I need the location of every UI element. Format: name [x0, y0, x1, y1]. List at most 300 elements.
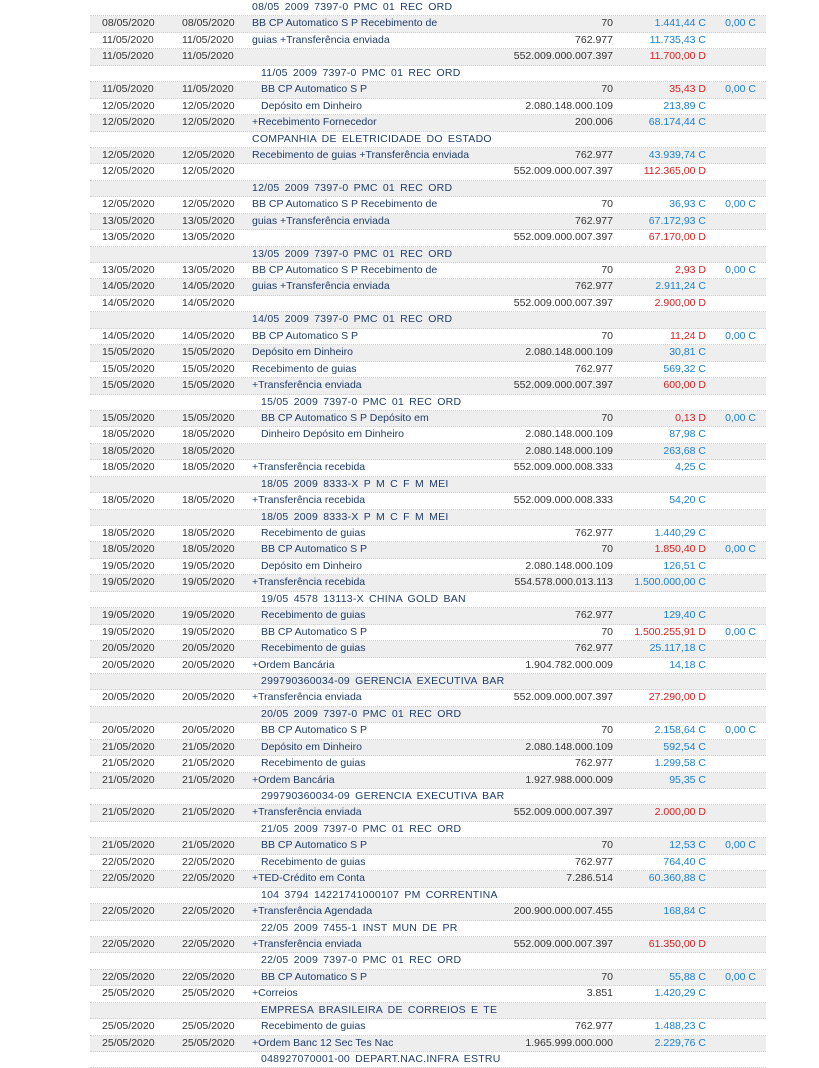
history-text: BB CP Automatico S P — [261, 543, 368, 556]
statement-row — [90, 1003, 766, 1019]
posting-date: 18/05/2020 — [102, 428, 155, 441]
document-number: 552.009.000.008.333 — [513, 461, 613, 474]
statement-row — [90, 115, 766, 131]
value-date: 11/05/2020 — [182, 83, 234, 96]
statement-row — [90, 658, 766, 674]
value-date: 25/05/2020 — [182, 1036, 235, 1049]
statement-row — [90, 526, 766, 542]
statement-row — [90, 921, 766, 937]
value-date: 11/05/2020 — [182, 33, 234, 46]
amount: 36,93 C — [669, 198, 706, 211]
value-date: 18/05/2020 — [182, 461, 235, 474]
statement-row — [90, 82, 766, 98]
balance: 0,00 C — [725, 839, 756, 852]
statement-row — [90, 66, 766, 82]
history-text: +Transferência Agendada — [252, 905, 373, 918]
document-number: 762.977 — [575, 527, 613, 539]
document-number: 552.009.000.008.333 — [513, 494, 613, 507]
posting-date: 11/05/2020 — [102, 50, 154, 63]
posting-date: 15/05/2020 — [102, 379, 155, 392]
amount: 11.700,00 D — [649, 50, 706, 63]
statement-row — [90, 592, 766, 608]
statement-row — [90, 937, 766, 953]
value-date: 22/05/2020 — [182, 905, 235, 918]
amount: 67.170,00 D — [648, 231, 706, 244]
history-text: 11/05 2009 7397-0 PMC 01 REC ORD — [261, 66, 461, 79]
document-number: 70 — [601, 625, 613, 638]
statement-row — [90, 230, 766, 246]
statement-row — [90, 690, 766, 706]
value-date: 18/05/2020 — [182, 543, 235, 556]
posting-date: 19/05/2020 — [102, 576, 155, 589]
history-text: COMPANHIA DE ELETRICIDADE DO ESTADO — [252, 132, 492, 145]
posting-date: 14/05/2020 — [102, 296, 155, 309]
amount: 35,43 D — [669, 83, 706, 96]
amount: 168,84 C — [663, 905, 706, 918]
history-text: +TED-Crédito em Conta — [252, 872, 365, 885]
posting-date: 21/05/2020 — [102, 740, 155, 753]
balance: 0,00 C — [725, 329, 756, 342]
balance: 0,00 C — [725, 17, 756, 30]
document-number: 762.977 — [575, 214, 613, 227]
document-number: 552.009.000.007.397 — [513, 50, 613, 63]
amount: 1.488,23 C — [654, 1020, 706, 1033]
statement-row — [90, 395, 766, 411]
history-text: 18/05 2009 8333-X P M C F M MEI — [261, 510, 449, 523]
amount: 1.299,58 C — [654, 757, 706, 770]
statement-row — [90, 888, 766, 904]
posting-date: 20/05/2020 — [102, 658, 155, 671]
document-number: 200.006 — [575, 116, 613, 129]
value-date: 12/05/2020 — [182, 198, 235, 211]
amount: 11.735,43 C — [649, 33, 706, 46]
posting-date: 12/05/2020 — [102, 148, 155, 161]
value-date: 19/05/2020 — [182, 609, 235, 622]
statement-row — [90, 148, 766, 164]
history-text: BB CP Automatico S P — [261, 839, 368, 852]
value-date: 20/05/2020 — [182, 691, 235, 704]
document-number: 552.009.000.007.397 — [513, 806, 613, 819]
amount: 1.850,40 D — [654, 543, 706, 556]
amount: 2.158,64 C — [654, 724, 706, 737]
posting-date: 11/05/2020 — [102, 83, 154, 96]
posting-date: 18/05/2020 — [102, 444, 155, 457]
amount: 1.500.000,00 C — [634, 576, 706, 589]
amount: 61.350,00 D — [648, 937, 706, 950]
posting-date: 25/05/2020 — [102, 1020, 155, 1033]
history-text: BB CP Automatico S P Recebimento de — [252, 264, 438, 276]
history-text: 20/05 2009 7397-0 PMC 01 REC ORD — [261, 707, 462, 720]
statement-row — [90, 279, 766, 295]
history-text: Depósito em Dinheiro — [261, 559, 362, 572]
amount: 213,89 C — [663, 99, 706, 112]
statement-row — [90, 197, 766, 213]
amount: 592,54 C — [663, 740, 706, 753]
statement-row — [90, 214, 766, 230]
history-text: +Ordem Bancária — [252, 773, 335, 786]
history-text: +Transferência enviada — [252, 691, 362, 704]
history-text: BB CP Automatico S P Recebimento de — [252, 17, 438, 30]
statement-row — [90, 477, 766, 493]
statement-row — [90, 0, 766, 16]
document-number: 70 — [601, 411, 613, 424]
value-date: 15/05/2020 — [182, 379, 235, 392]
value-date: 15/05/2020 — [182, 346, 235, 359]
statement-row — [90, 641, 766, 657]
statement-row — [90, 805, 766, 821]
posting-date: 12/05/2020 — [102, 165, 155, 178]
value-date: 21/05/2020 — [182, 757, 235, 770]
posting-date: 19/05/2020 — [102, 625, 155, 638]
statement-row — [90, 345, 766, 361]
value-date: 12/05/2020 — [182, 116, 235, 129]
document-number: 762.977 — [575, 757, 613, 770]
amount: 4,25 C — [675, 461, 706, 474]
history-text: +Transferência recebida — [252, 494, 366, 507]
document-number: 552.009.000.007.397 — [513, 165, 613, 178]
history-text: 22/05 2009 7397-0 PMC 01 REC ORD — [261, 954, 462, 967]
value-date: 14/05/2020 — [182, 329, 235, 342]
statement-row — [90, 707, 766, 723]
amount: 55,88 C — [669, 970, 706, 983]
statement-row — [90, 296, 766, 312]
history-text: +Transferência enviada — [252, 379, 362, 392]
amount: 263,68 C — [663, 444, 706, 457]
history-text: guias +Transferência enviada — [252, 33, 390, 46]
posting-date: 20/05/2020 — [102, 724, 155, 737]
balance: 0,00 C — [725, 724, 756, 737]
statement-row — [90, 773, 766, 789]
history-text: Recebimento de guias — [261, 609, 366, 622]
statement-row — [90, 970, 766, 986]
history-text: 08/05 2009 7397-0 PMC 01 REC ORD — [252, 1, 453, 13]
value-date: 21/05/2020 — [182, 773, 235, 786]
posting-date: 20/05/2020 — [102, 691, 155, 704]
statement-row — [90, 362, 766, 378]
value-date: 21/05/2020 — [182, 839, 235, 852]
posting-date: 18/05/2020 — [102, 543, 155, 556]
statement-row — [90, 181, 766, 197]
document-number: 70 — [601, 264, 613, 276]
document-number: 762.977 — [575, 855, 613, 868]
history-text: EMPRESA BRASILEIRA DE CORREIOS E TE — [261, 1003, 498, 1016]
document-number: 762.977 — [575, 1020, 613, 1033]
document-number: 2.080.148.000.109 — [525, 740, 613, 753]
history-text: 299790360034-09 GERENCIA EXECUTIVA BAR — [261, 790, 505, 802]
value-date: 12/05/2020 — [182, 148, 235, 161]
history-text: Depósito em Dinheiro — [261, 740, 362, 753]
posting-date: 19/05/2020 — [102, 609, 155, 622]
amount: 12,53 C — [669, 839, 706, 852]
history-text: 22/05 2009 7455-1 INST MUN DE PR — [261, 921, 458, 934]
value-date: 21/05/2020 — [182, 806, 235, 819]
history-text: +Correios — [252, 987, 298, 1000]
amount: 43.939,74 C — [648, 148, 706, 161]
statement-row — [90, 986, 766, 1002]
document-number: 7.286.514 — [566, 872, 613, 885]
statement-row — [90, 723, 766, 739]
document-number: 70 — [601, 17, 613, 30]
statement-row — [90, 444, 766, 460]
balance: 0,00 C — [725, 198, 756, 211]
posting-date: 15/05/2020 — [102, 411, 155, 424]
posting-date: 08/05/2020 — [102, 17, 155, 30]
history-text: +Ordem Banc 12 Sec Tes Nac — [252, 1036, 394, 1049]
value-date: 20/05/2020 — [182, 642, 235, 655]
document-number: 2.080.148.000.109 — [525, 346, 613, 359]
document-number: 2.080.148.000.109 — [525, 444, 613, 457]
history-text: Dinheiro Depósito em Dinheiro — [261, 428, 404, 441]
document-number: 762.977 — [575, 33, 613, 46]
posting-date: 15/05/2020 — [102, 362, 155, 375]
history-text: 15/05 2009 7397-0 PMC 01 REC ORD — [261, 395, 462, 408]
document-number: 2.080.148.000.109 — [525, 428, 613, 441]
value-date: 12/05/2020 — [182, 99, 235, 112]
value-date: 22/05/2020 — [182, 937, 235, 950]
statement-row — [90, 378, 766, 394]
amount: 2,93 D — [675, 264, 706, 276]
document-number: 762.977 — [575, 609, 613, 622]
history-text: +Transferência recebida — [252, 576, 366, 589]
history-text: BB CP Automatico S P — [261, 970, 368, 983]
value-date: 13/05/2020 — [182, 214, 235, 227]
history-text: Recebimento de guias — [261, 1020, 366, 1033]
statement-row — [90, 1019, 766, 1035]
amount: 112.365,00 D — [643, 165, 706, 178]
history-text: 14/05 2009 7397-0 PMC 01 REC ORD — [252, 313, 453, 326]
document-number: 762.977 — [575, 280, 613, 293]
statement-row — [90, 33, 766, 49]
history-text: BB CP Automatico S P — [261, 625, 368, 638]
amount: 68.174,44 C — [648, 116, 706, 129]
posting-date: 11/05/2020 — [102, 33, 154, 46]
posting-date: 18/05/2020 — [102, 494, 155, 507]
amount: 2.900,00 D — [654, 296, 706, 309]
history-text: 048927070001-00 DEPART.NAC.INFRA ESTRU — [261, 1053, 501, 1065]
statement-row — [90, 542, 766, 558]
value-date: 18/05/2020 — [182, 527, 235, 539]
amount: 1.420,29 C — [654, 987, 706, 1000]
value-date: 22/05/2020 — [182, 970, 235, 983]
statement-row — [90, 871, 766, 887]
history-text: Recebimento de guias — [261, 527, 366, 539]
statement-row — [90, 855, 766, 871]
amount: 1.441,44 C — [654, 17, 706, 30]
amount: 0,13 D — [675, 411, 706, 424]
statement-row — [90, 625, 766, 641]
balance: 0,00 C — [725, 83, 756, 96]
posting-date: 12/05/2020 — [102, 99, 155, 112]
history-text: 12/05 2009 7397-0 PMC 01 REC ORD — [252, 181, 453, 194]
balance: 0,00 C — [725, 264, 756, 276]
statement-row — [90, 789, 766, 805]
posting-date: 13/05/2020 — [102, 231, 155, 244]
value-date: 18/05/2020 — [182, 494, 235, 507]
posting-date: 21/05/2020 — [102, 839, 155, 852]
posting-date: 22/05/2020 — [102, 855, 155, 868]
amount: 95,35 C — [669, 773, 706, 786]
document-number: 70 — [601, 839, 613, 852]
statement-row — [90, 838, 766, 854]
posting-date: 13/05/2020 — [102, 264, 155, 276]
statement-row — [90, 559, 766, 575]
statement-row — [90, 164, 766, 180]
posting-date: 21/05/2020 — [102, 757, 155, 770]
amount: 1.500.255,91 D — [634, 625, 706, 638]
amount: 129,40 C — [663, 609, 706, 622]
balance: 0,00 C — [725, 625, 756, 638]
statement-row — [90, 460, 766, 476]
value-date: 18/05/2020 — [182, 444, 235, 457]
amount: 25.117,18 C — [649, 642, 706, 655]
history-text: guias +Transferência enviada — [252, 214, 390, 227]
posting-date: 12/05/2020 — [102, 198, 155, 211]
amount: 600,00 D — [663, 379, 706, 392]
statement-row — [90, 822, 766, 838]
amount: 764,40 C — [663, 855, 706, 868]
history-text: guias +Transferência enviada — [252, 280, 390, 293]
statement-row — [90, 263, 766, 279]
history-text: +Transferência enviada — [252, 806, 362, 819]
history-text: Recebimento de guias +Transferência enviada — [252, 148, 470, 161]
amount: 60.360,88 C — [648, 872, 706, 885]
document-number: 2.080.148.000.109 — [525, 559, 613, 572]
history-text: BB CP Automatico S P Depósito em — [261, 411, 429, 424]
document-number: 200.900.000.007.455 — [513, 905, 613, 918]
value-date: 13/05/2020 — [182, 264, 235, 276]
document-number: 2.080.148.000.109 — [525, 99, 613, 112]
balance: 0,00 C — [725, 411, 756, 424]
amount: 54,20 C — [669, 494, 706, 507]
value-date: 19/05/2020 — [182, 576, 235, 589]
value-date: 19/05/2020 — [182, 559, 235, 572]
posting-date: 15/05/2020 — [102, 346, 155, 359]
value-date: 18/05/2020 — [182, 428, 235, 441]
statement-row — [90, 608, 766, 624]
value-date: 14/05/2020 — [182, 280, 235, 293]
document-number: 3.851 — [586, 987, 613, 1000]
balance: 0,00 C — [725, 543, 756, 556]
value-date: 11/05/2020 — [182, 50, 234, 63]
posting-date: 22/05/2020 — [102, 970, 155, 983]
document-number: 552.009.000.007.397 — [513, 379, 613, 392]
posting-date: 21/05/2020 — [102, 806, 155, 819]
value-date: 15/05/2020 — [182, 362, 235, 375]
amount: 126,51 C — [663, 559, 706, 572]
posting-date: 14/05/2020 — [102, 329, 155, 342]
statement-row — [90, 99, 766, 115]
posting-date: 22/05/2020 — [102, 937, 155, 950]
value-date: 13/05/2020 — [182, 231, 235, 244]
value-date: 22/05/2020 — [182, 855, 235, 868]
amount: 14,18 C — [669, 658, 706, 671]
document-number: 552.009.000.007.397 — [513, 937, 613, 950]
posting-date: 21/05/2020 — [102, 773, 155, 786]
value-date: 25/05/2020 — [182, 1020, 235, 1033]
document-number: 70 — [601, 724, 613, 737]
document-number: 1.965.999.000.000 — [525, 1036, 613, 1049]
document-number: 552.009.000.007.397 — [513, 231, 613, 244]
history-text: +Ordem Bancária — [252, 658, 335, 671]
posting-date: 18/05/2020 — [102, 461, 155, 474]
history-text: +Transferência recebida — [252, 461, 366, 474]
document-number: 762.977 — [575, 362, 613, 375]
statement-row — [90, 132, 766, 148]
statement-row — [90, 493, 766, 509]
statement-row — [90, 575, 766, 591]
amount: 27.290,00 D — [648, 691, 706, 704]
posting-date: 13/05/2020 — [102, 214, 155, 227]
history-text: Recebimento de guias — [261, 642, 366, 655]
document-number: 70 — [601, 198, 613, 211]
document-number: 1.904.782.000.009 — [525, 658, 613, 671]
document-number: 70 — [601, 543, 613, 556]
value-date: 22/05/2020 — [182, 872, 235, 885]
value-date: 20/05/2020 — [182, 724, 235, 737]
document-number: 554.578.000.013.113 — [514, 576, 613, 589]
statement-row — [90, 329, 766, 345]
statement-row — [90, 411, 766, 427]
history-text: +Recebimento Fornecedor — [252, 116, 377, 129]
statement-row — [90, 756, 766, 772]
posting-date: 22/05/2020 — [102, 872, 155, 885]
statement-row — [90, 953, 766, 969]
posting-date: 14/05/2020 — [102, 280, 155, 293]
history-text: 18/05 2009 8333-X P M C F M MEI — [261, 477, 449, 490]
document-number: 552.009.000.007.397 — [513, 691, 613, 704]
amount: 87,98 C — [669, 428, 706, 441]
value-date: 12/05/2020 — [182, 165, 235, 178]
history-text: BB CP Automatico S P — [261, 724, 368, 737]
value-date: 25/05/2020 — [182, 987, 235, 1000]
amount: 2.229,76 C — [654, 1036, 706, 1049]
posting-date: 25/05/2020 — [102, 1036, 155, 1049]
statement-row — [90, 1036, 766, 1052]
balance: 0,00 C — [725, 970, 756, 983]
history-text: +Transferência enviada — [252, 937, 362, 950]
posting-date: 22/05/2020 — [102, 905, 155, 918]
history-text: 299790360034-09 GERENCIA EXECUTIVA BAR — [261, 674, 505, 687]
history-text: 19/05 4578 13113-X CHINA GOLD BAN — [261, 592, 466, 605]
amount: 1.440,29 C — [654, 527, 706, 539]
statement-row — [90, 740, 766, 756]
statement-row — [90, 247, 766, 263]
history-text: 104 3794 14221741000107 PM CORRENTINA — [261, 888, 498, 901]
statement-row — [90, 16, 766, 32]
statement-row — [90, 674, 766, 690]
value-date: 19/05/2020 — [182, 625, 235, 638]
history-text: Recebimento de guias — [261, 757, 366, 770]
value-date: 08/05/2020 — [182, 17, 235, 30]
bank-statement-table — [90, 0, 766, 1068]
document-number: 70 — [601, 970, 613, 983]
statement-row — [90, 510, 766, 526]
amount: 30,81 C — [669, 346, 706, 359]
history-text: Recebimento de guias — [261, 855, 366, 868]
history-text: Depósito em Dinheiro — [261, 99, 362, 112]
document-number: 1.927.988.000.009 — [525, 773, 613, 786]
amount: 2.911,24 C — [655, 280, 706, 293]
statement-row — [90, 1052, 766, 1068]
value-date: 15/05/2020 — [182, 411, 235, 424]
document-number: 762.977 — [575, 642, 613, 655]
history-text: BB CP Automatico S P — [252, 329, 359, 342]
posting-date: 25/05/2020 — [102, 987, 155, 1000]
document-number: 552.009.000.007.397 — [513, 296, 613, 309]
amount: 2.000,00 D — [654, 806, 706, 819]
history-text: 21/05 2009 7397-0 PMC 01 REC ORD — [261, 822, 462, 835]
statement-row — [90, 312, 766, 328]
